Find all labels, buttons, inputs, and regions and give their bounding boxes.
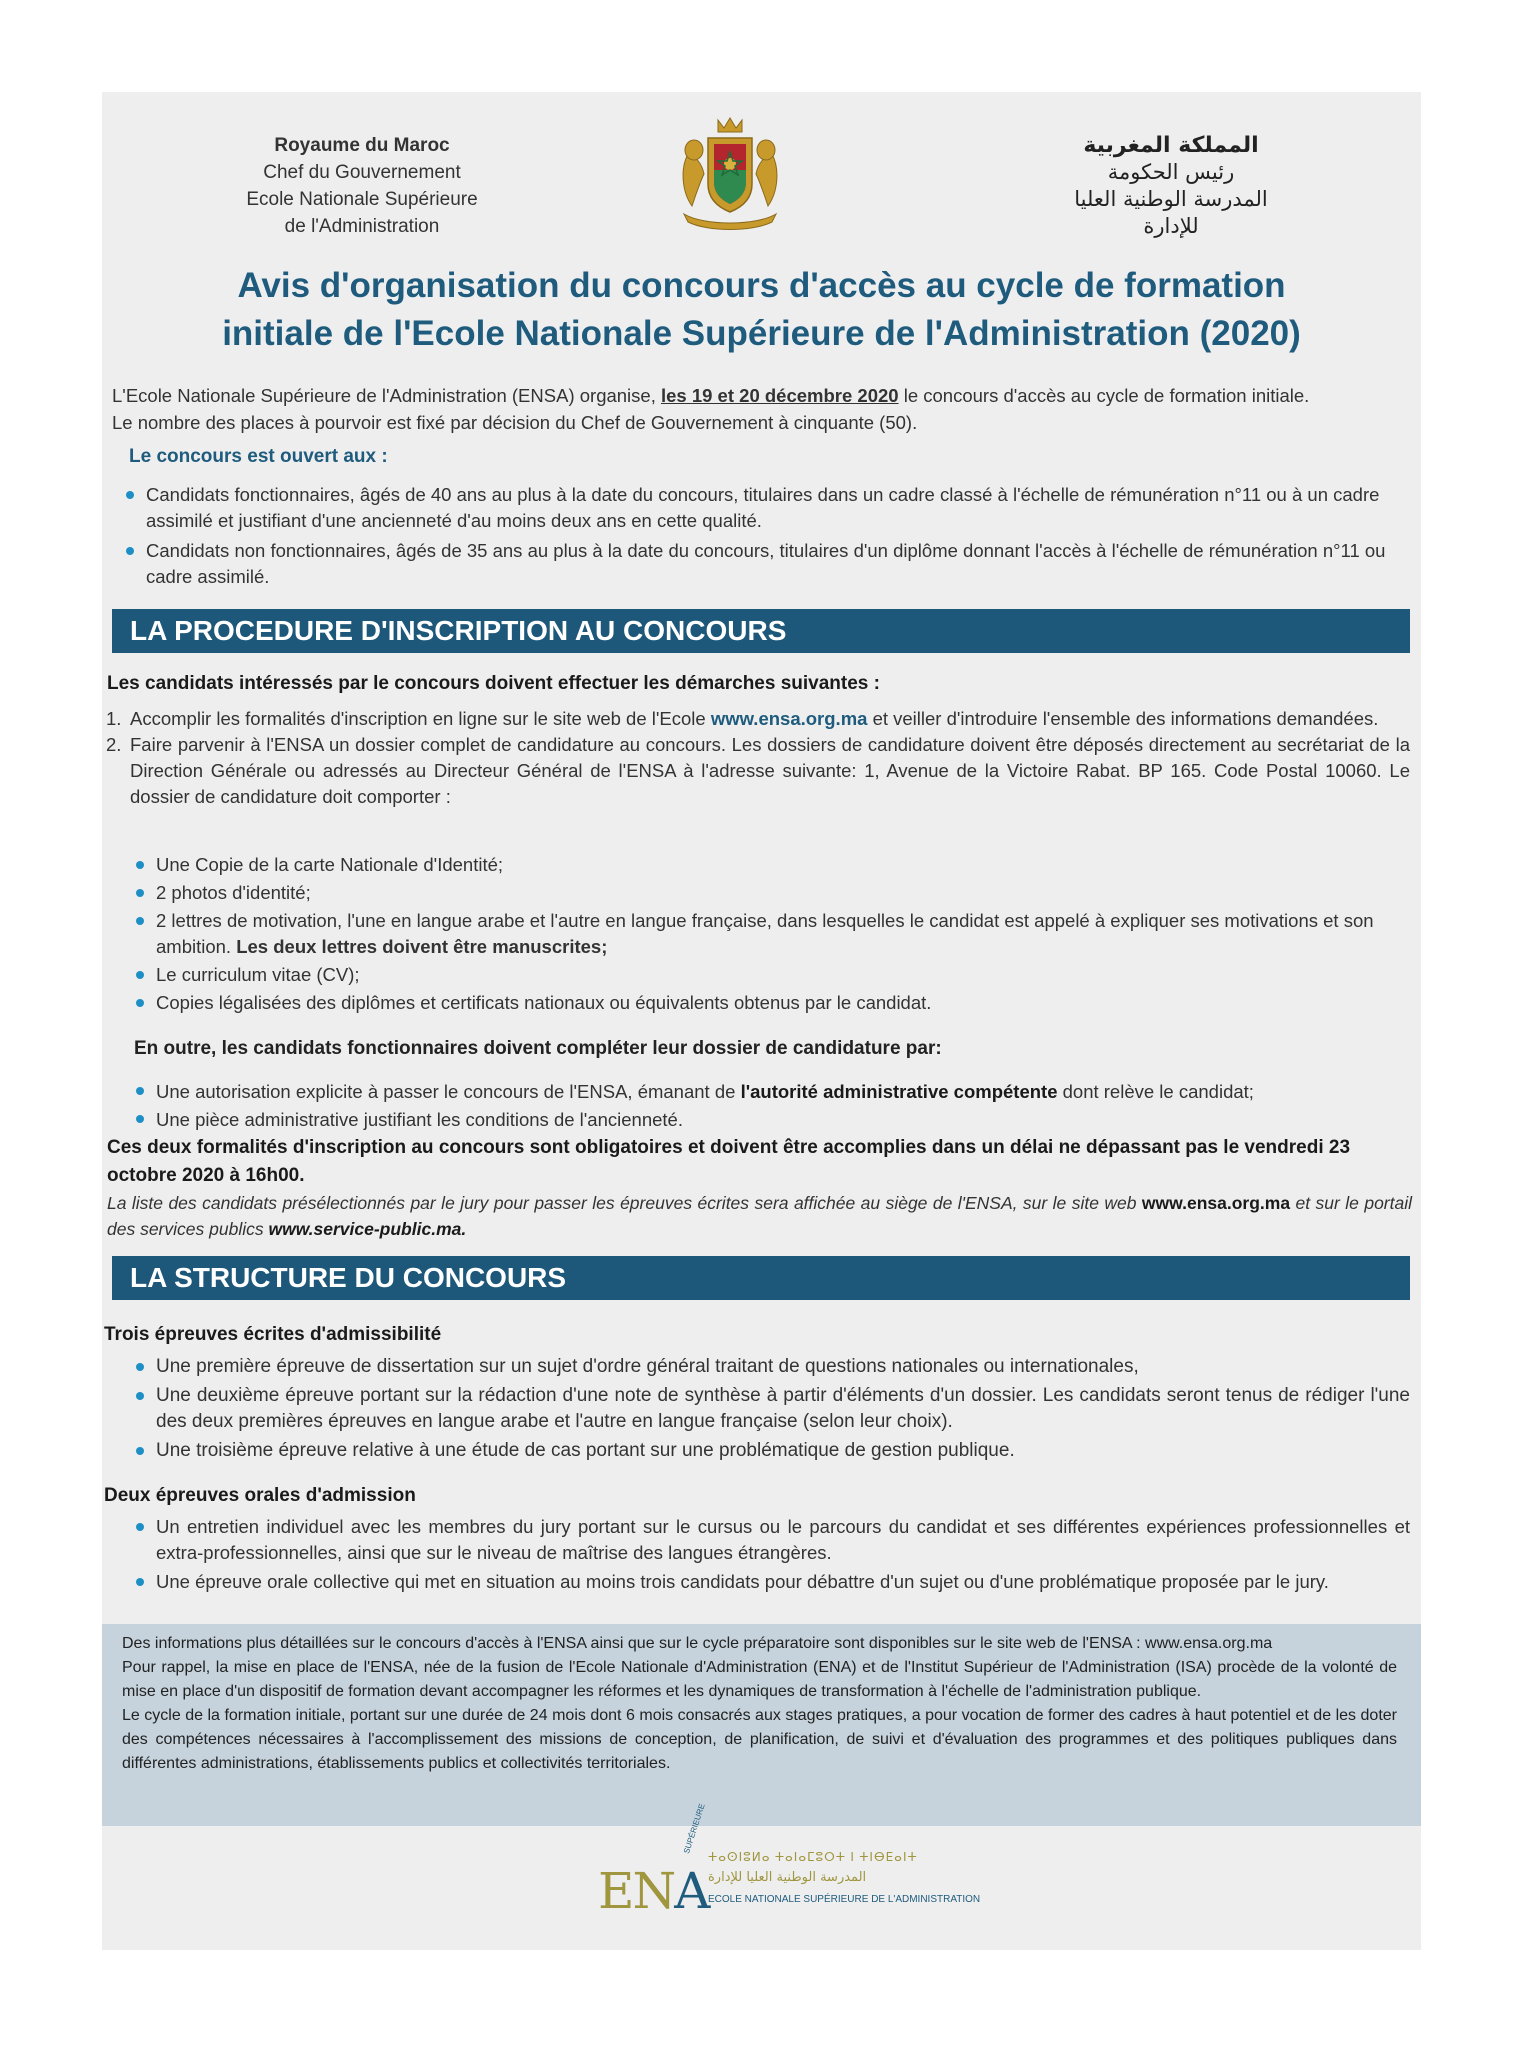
list-item: Candidats fonctionnaires, âgés de 40 ans au plus à la date du concours, titulaires dans un cadre classé à l'échelle de rémunération n°11 ou à un cadre assimilé et justifiant d'une ancienneté d'au moins deux ans en cette qualité. xyxy=(122,482,1394,534)
list-item xyxy=(132,908,1410,960)
list-item-text-end: dont relève le candidat; xyxy=(1057,1081,1254,1102)
school-label-ar-line2: للإدارة xyxy=(1143,214,1199,238)
list-item-text: Une autorisation explicite à passer le concours de l'ENSA, émanant de xyxy=(156,1081,741,1102)
notice-page xyxy=(102,92,1421,1950)
oral-exams-heading: Deux épreuves orales d'admission xyxy=(104,1485,416,1506)
oral-exams-list xyxy=(132,1514,1410,1598)
title-line1: Avis d'organisation du concours d'accès au cycle de formation xyxy=(237,266,1286,305)
extra-requirements-heading: En outre, les candidats fonctionnaires doivent compléter leur dossier de candidature par: xyxy=(134,1038,942,1059)
procedure-section-header: LA PROCEDURE D'INSCRIPTION AU CONCOURS xyxy=(112,609,1410,653)
list-item: 2 photos d'identité; xyxy=(132,880,1410,906)
step-number: 1. xyxy=(106,708,122,729)
deadline-notice: Ces deux formalités d'inscription au concours sont obligatoires et doivent être accomplies dans un délai ne dépassant pas le vendredi 23 octobre 2020 à 16h00. xyxy=(107,1137,1351,1186)
coat-of-arms-icon xyxy=(674,114,786,234)
step-number: 2. xyxy=(106,734,122,755)
intro-paragraph xyxy=(112,382,1412,436)
government-label: Chef du Gouvernement xyxy=(263,162,461,183)
procedure-heading: Les candidats intéressés par le concours doivent effectuer les démarches suivantes : xyxy=(107,673,880,694)
ensa-website-link[interactable]: www.ensa.org.ma xyxy=(710,708,868,729)
title-line2: initiale de l'Ecole Nationale Supérieure de l'Administration (2020) xyxy=(222,314,1301,353)
list-item: Une Copie de la carte Nationale d'Identité; xyxy=(132,852,1410,878)
step-item xyxy=(102,732,1410,810)
eligibility-heading: Le concours est ouvert aux : xyxy=(129,446,388,467)
list-item: Candidats non fonctionnaires, âgés de 35 ans au plus à la date du concours, titulaires d'un diplôme donnant l'accès à l'échelle de rémunération n°11 ou cadre assimilé. xyxy=(122,538,1394,590)
list-item: Une épreuve orale collective qui met en situation au moins trois candidats pour débattre d'un sujet ou d'une problématique proposée par le jury. xyxy=(132,1569,1410,1595)
list-item-emphasis: l'autorité administrative compétente xyxy=(740,1081,1058,1102)
kingdom-label: Royaume du Maroc xyxy=(274,135,450,156)
intro-text-end: le concours d'accès au cycle de formation initiale. xyxy=(898,385,1310,406)
logo-arabic-text: المدرسة الوطنية العليا للإدارة xyxy=(708,1870,867,1885)
step-text-end: et veiller d'introduire l'ensemble des informations demandées. xyxy=(867,708,1379,729)
intro-places-text: Le nombre des places à pourvoir est fixé par décision du Chef de Gouvernement à cinquante (50). xyxy=(112,412,918,433)
logo-tifinagh-text: ⵜⴰⵙⵏⵓⵍⴰ ⵜⴰⵏⴰⵎⵓⵔⵜ ⵏ ⵜⵏⴱⴹⴰⵏⵜ xyxy=(708,1850,918,1864)
list-item-text: 2 lettres de motivation, l'une en langue arabe et l'autre en langue française, dans lesquelles le candidat est appelé à expliquer ses motivations et son ambition. xyxy=(156,910,1374,957)
list-item: Une première épreuve de dissertation sur un sujet d'ordre général traitant de questions nationales ou internationales, xyxy=(132,1354,1410,1380)
list-item xyxy=(132,1078,1410,1106)
school-label-ar-line1: المدرسة الوطنية العليا xyxy=(1074,187,1268,211)
list-item: Le curriculum vitae (CV); xyxy=(132,962,1410,988)
list-item: Un entretien individuel avec les membres du jury portant sur le cursus ou le parcours du candidat et ses différentes expériences professionnelles et extra-professionnelles, ainsi que sur le niveau de maîtrise des langues étrangères. xyxy=(132,1514,1410,1566)
logo-letters-en: EN xyxy=(598,1862,675,1920)
school-label-line1: Ecole Nationale Supérieure xyxy=(246,189,478,210)
structure-section-header: LA STRUCTURE DU CONCOURS xyxy=(112,1256,1410,1300)
government-label-ar: رئيس الحكومة xyxy=(1107,160,1235,184)
note-text: La liste des candidats présélectionnés par le jury pour passer les épreuves écrites sera affichée au siège de l'ENSA, sur le site web xyxy=(107,1193,1142,1213)
dossier-list xyxy=(132,852,1410,1018)
kingdom-label-ar: المملكة المغربية xyxy=(1083,133,1259,158)
contest-dates: les 19 et 20 décembre 2020 xyxy=(660,385,899,406)
list-item: Une pièce administrative justifiant les conditions de l'ancienneté. xyxy=(132,1106,1410,1134)
step-item xyxy=(102,706,1410,732)
shortlist-note xyxy=(107,1190,1412,1242)
list-item: Une troisième épreuve relative à une étude de cas portant sur une problématique de gestion publique. xyxy=(132,1438,1410,1464)
info-paragraph: Pour rappel, la mise en place de l'ENSA, née de la fusion de l'Ecole Nationale d'Administration (ENA) et de l'Institut Supérieur de l'Administration (ISA) procède de la volonté de mise en place d'un dispositif de formation devant accompagner les réformes et les dynamiques de transformation à l'échelle de l'administration publique. xyxy=(122,1659,1397,1700)
written-exams-list xyxy=(132,1354,1410,1467)
logo-vertical-text: SUPÉRIEURE xyxy=(682,1802,707,1855)
list-item-emphasis: Les deux lettres doivent être manuscrites; xyxy=(236,936,608,957)
logo-letter-a: A xyxy=(674,1862,709,1920)
school-label-line2: de l'Administration xyxy=(284,216,440,237)
header-left-block xyxy=(232,132,492,240)
header-right-block xyxy=(1051,132,1291,240)
info-paragraph: Le cycle de la formation initiale, portant sur une durée de 24 mois dont 6 mois consacrés aux stages pratiques, a pour vocation de former des cadres à haut potentiel et de les doter des compétences nécessaires à l'accomplissement des missions de conception, de planification, de suivi et d'évaluation des programmes et des politiques publiques dans différentes administrations, établissements publics et collectivités territoriales. xyxy=(122,1707,1397,1772)
eligibility-list xyxy=(122,482,1394,594)
step-text: Faire parvenir à l'ENSA un dossier complet de candidature au concours. Les dossiers de candidature doivent être déposés directement au secrétariat de la Direction Générale ou adressés au Directeur Général de l'ENSA à l'adresse suivante: 1, Avenue de la Victoire Rabat. BP 165. Code Postal 10060. Le dossier de candidature doit comporter : xyxy=(130,734,1410,807)
list-item: Copies légalisées des diplômes et certificats nationaux ou équivalents obtenus par le candidat. xyxy=(132,990,1410,1016)
page-title xyxy=(102,262,1421,358)
list-item: Une deuxième épreuve portant sur la rédaction d'une note de synthèse à partir d'éléments d'un dossier. Les candidats seront tenus de rédiger l'une des deux premières épreuves en langue arabe et l'autre en langue française (selon leur choix). xyxy=(132,1383,1410,1435)
written-exams-heading: Trois épreuves écrites d'admissibilité xyxy=(104,1324,442,1345)
note-text-mid: et sur le portail des services publics xyxy=(107,1193,1412,1239)
ensa-logo xyxy=(598,1802,981,1924)
extra-requirements-list xyxy=(132,1078,1410,1134)
procedure-steps xyxy=(102,706,1410,810)
ensa-website-link[interactable]: www.ensa.org.ma xyxy=(1141,1193,1291,1213)
step-text: Accomplir les formalités d'inscription en ligne sur le site web de l'Ecole xyxy=(130,708,711,729)
info-box xyxy=(102,1624,1421,1826)
logo-wordmark xyxy=(598,1862,708,1920)
intro-text-start: L'Ecole Nationale Supérieure de l'Administration (ENSA) organise, xyxy=(112,385,661,406)
info-paragraph: Des informations plus détaillées sur le concours d'accès à l'ENSA ainsi que sur le cycle préparatoire sont disponibles sur le site web de l'ENSA : www.ensa.org.ma xyxy=(122,1635,1273,1652)
service-public-link[interactable]: www.service-public.ma. xyxy=(268,1219,467,1239)
logo-french-text: ECOLE NATIONALE SUPÉRIEURE DE L'ADMINISTRATION xyxy=(708,1894,981,1905)
